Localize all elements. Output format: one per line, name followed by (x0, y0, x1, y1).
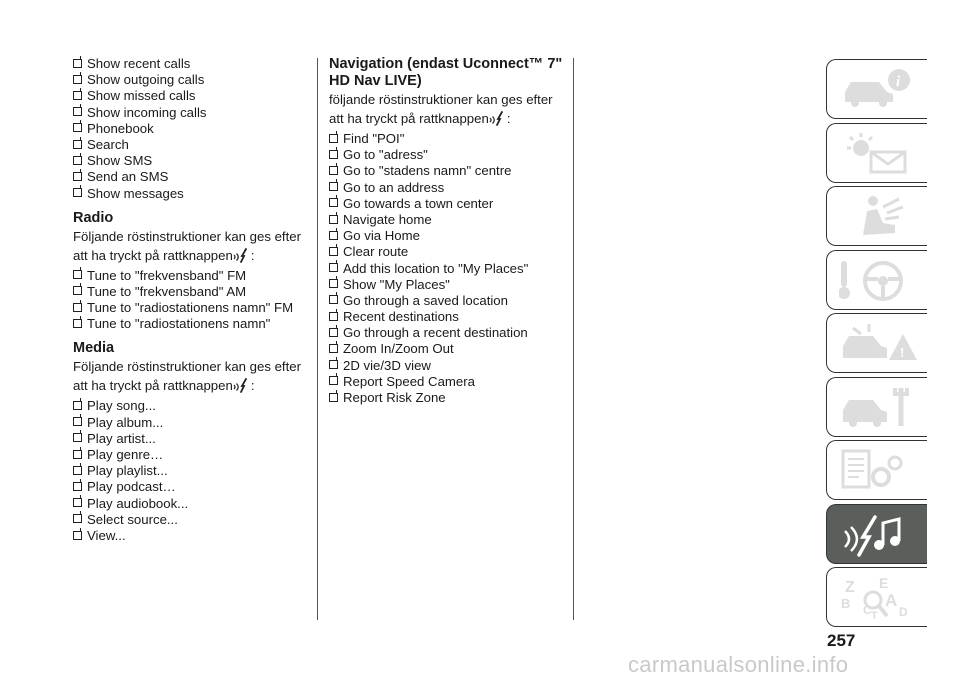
list-item: View... (73, 528, 308, 544)
list-item: Tune to "frekvensband" FM (73, 268, 308, 284)
checkbox-icon (329, 295, 338, 304)
svg-text:i: i (896, 74, 901, 90)
seat-airbag-icon (839, 193, 919, 239)
page-number: 257 (827, 631, 856, 650)
column-divider (573, 58, 574, 620)
list-item: Report Speed Camera (329, 374, 569, 390)
tab-multimedia[interactable] (826, 504, 927, 564)
list-item: Show SMS (73, 153, 308, 169)
checkbox-icon (329, 150, 338, 159)
checkbox-icon (73, 482, 82, 491)
checkbox-icon (329, 328, 338, 337)
checkbox-icon (329, 247, 338, 256)
list-item: Show outgoing calls (73, 72, 308, 88)
index-letter: A (885, 591, 898, 610)
column-divider (317, 58, 318, 620)
media-heading: Media (73, 340, 115, 357)
phone-command-list (73, 56, 308, 202)
multimedia-icon (839, 511, 919, 557)
list-item: Play genre… (73, 447, 308, 463)
index-letter: B (841, 596, 851, 611)
radio-intro: Följande röstinstruktioner kan ges efter att ha tryckt på rattknappen : (73, 228, 301, 263)
checkbox-icon (73, 466, 82, 475)
index-letter: D (899, 605, 908, 619)
tab-car-info[interactable] (826, 59, 927, 119)
checkbox-icon (329, 134, 338, 143)
list-item: Search (73, 137, 308, 153)
checkbox-icon (329, 279, 338, 288)
checkbox-icon (73, 303, 82, 312)
checkbox-icon (73, 270, 82, 279)
checkbox-icon (73, 59, 82, 68)
list-item: Go towards a town center (329, 196, 569, 212)
index-letter: Z (845, 579, 855, 596)
checkbox-icon (73, 319, 82, 328)
index-letter: T (871, 610, 878, 620)
navigation-command-list (329, 131, 569, 406)
list-item: 2D vie/3D view (329, 358, 569, 374)
checkbox-icon (329, 344, 338, 353)
checkbox-icon (73, 123, 82, 132)
checkbox-icon (73, 91, 82, 100)
navigation-heading: Navigation (endast Uconnect™ 7" HD Nav LIVE) (329, 56, 563, 89)
list-item: Navigate home (329, 212, 569, 228)
checkbox-icon (73, 172, 82, 181)
list-item: Go via Home (329, 228, 569, 244)
technical-data-icon (839, 447, 919, 493)
list-item: Play audiobook... (73, 496, 308, 512)
list-item: Play song... (73, 398, 308, 414)
warning-light-message-icon (839, 130, 919, 176)
chapter-tabs (826, 59, 930, 631)
list-item: Show missed calls (73, 88, 308, 104)
voice-command-icon (233, 247, 251, 265)
checkbox-icon (73, 401, 82, 410)
index-icon (839, 574, 919, 620)
voice-command-icon (233, 377, 251, 395)
checkbox-icon (73, 188, 82, 197)
tab-emergency[interactable] (826, 313, 927, 373)
list-item: Add this location to "My Places" (329, 261, 569, 277)
list-item: Select source... (73, 512, 308, 528)
list-item: Show recent calls (73, 56, 308, 72)
checkbox-icon (73, 450, 82, 459)
list-item: Report Risk Zone (329, 390, 569, 406)
list-item: Show "My Places" (329, 277, 569, 293)
checkbox-icon (329, 393, 338, 402)
middle-column (329, 56, 569, 406)
checkbox-icon (329, 231, 338, 240)
checkbox-icon (73, 140, 82, 149)
radio-heading: Radio (73, 209, 114, 226)
checkbox-icon (73, 498, 82, 507)
list-item: Recent destinations (329, 309, 569, 325)
list-item: Play podcast… (73, 479, 308, 495)
tab-index[interactable] (826, 567, 927, 627)
checkbox-icon (73, 531, 82, 540)
list-item: Send an SMS (73, 169, 308, 185)
checkbox-icon (329, 360, 338, 369)
list-item: Play playlist... (73, 463, 308, 479)
list-item: Show messages (73, 186, 308, 202)
list-item: Go to "stadens namn" centre (329, 163, 569, 179)
checkbox-icon (73, 433, 82, 442)
voice-command-icon (489, 110, 507, 128)
svg-text:!: ! (900, 345, 905, 360)
list-item: Phonebook (73, 121, 308, 137)
car-emergency-icon (839, 320, 919, 366)
checkbox-icon (329, 182, 338, 191)
key-steering-wheel-icon (839, 257, 919, 303)
list-item: Zoom In/Zoom Out (329, 341, 569, 357)
tab-safety[interactable] (826, 186, 927, 246)
list-item: Show incoming calls (73, 105, 308, 121)
media-command-list (73, 398, 308, 544)
car-info-icon (839, 66, 919, 112)
tab-technical-data[interactable] (826, 440, 927, 500)
checkbox-icon (329, 376, 338, 385)
tab-starting-driving[interactable] (826, 250, 927, 310)
checkbox-icon (73, 417, 82, 426)
list-item: Tune to "radiostationens namn" (73, 316, 308, 332)
checkbox-icon (73, 286, 82, 295)
checkbox-icon (329, 263, 338, 272)
list-item: Clear route (329, 244, 569, 260)
index-letter: E (879, 575, 889, 591)
list-item: Tune to "frekvensband" AM (73, 284, 308, 300)
tab-maintenance[interactable] (826, 377, 927, 437)
media-intro: Följande röstinstruktioner kan ges efter att ha tryckt på rattknappen : (73, 359, 301, 394)
list-item: Tune to "radiostationens namn" FM (73, 300, 308, 316)
radio-command-list (73, 268, 308, 333)
list-item: Go to "adress" (329, 147, 569, 163)
list-item: Find "POI" (329, 131, 569, 147)
checkbox-icon (329, 198, 338, 207)
checkbox-icon (73, 75, 82, 84)
list-item: Go through a recent destination (329, 325, 569, 341)
checkbox-icon (329, 312, 338, 321)
left-column (73, 56, 308, 544)
tab-warning-lights[interactable] (826, 123, 927, 183)
list-item: Go through a saved location (329, 293, 569, 309)
list-item: Play album... (73, 415, 308, 431)
list-item: Play artist... (73, 431, 308, 447)
index-letter: C (863, 603, 872, 617)
watermark: carmanualsonline.info (628, 652, 849, 677)
checkbox-icon (73, 156, 82, 165)
checkbox-icon (329, 166, 338, 175)
list-item: Go to an address (329, 180, 569, 196)
navigation-intro: följande röstinstruktioner kan ges efter att ha tryckt på rattknappen : (329, 92, 553, 126)
checkbox-icon (73, 514, 82, 523)
car-maintenance-icon (839, 384, 919, 430)
checkbox-icon (329, 215, 338, 224)
checkbox-icon (73, 107, 82, 116)
